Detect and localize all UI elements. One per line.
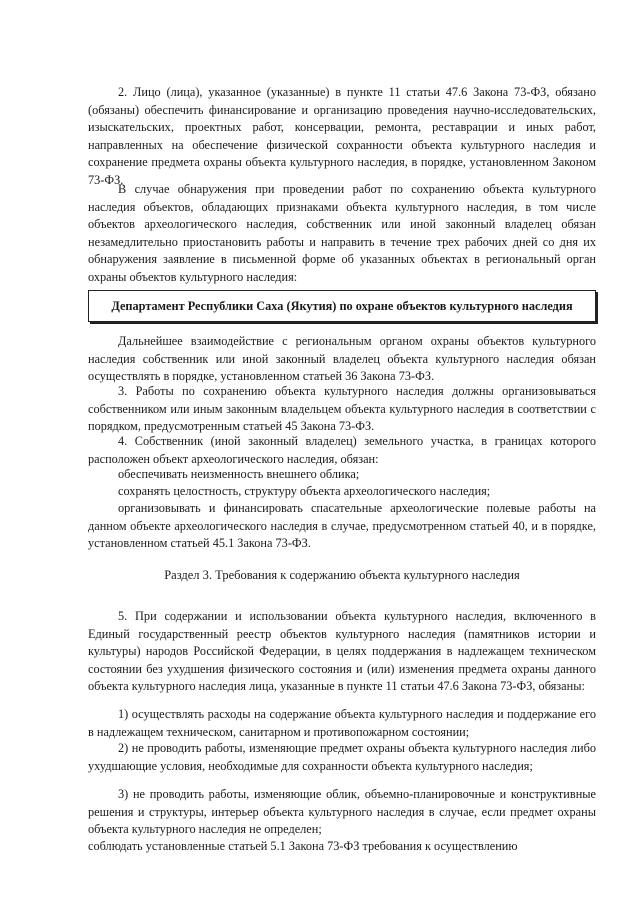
- authority-name: Департамент Республики Саха (Якутия) по охране объектов культурного наследия: [111, 298, 573, 313]
- paragraph-item-5: 5. При содержании и использовании объекта культурного наследия, включенного в Единый государственный реестр объектов культурного наследия (памятников истории и культуры) народов Российской Федерации, в целях поддержания в надлежащем техническом состоянии без ухудшения физического состояния и (или) изменения предмета охраны данного объекта культурного наследия лица, указанные в пункте 11 статьи 47.6 Закона 73-ФЗ, обязаны:: [88, 609, 596, 693]
- paragraph-obligation-rescue-works: организовывать и финансировать спасательные археологические полевые работы на данном объекте археологического наследия в случае, предусмотренном статьей 40, и в порядке, установленном статьей 45.1 Закона 73-ФЗ.: [88, 501, 596, 550]
- paragraph-interaction: Дальнейшее взаимодействие с региональным органом охраны объектов культурного наследия собственник или иной законный владелец объекта культурного наследия обязан осуществлять в порядке, установленном статьей 36 Закона 73-ФЗ.: [88, 334, 596, 383]
- paragraph-obligation-appearance: обеспечивать неизменность внешнего облика;: [118, 467, 360, 481]
- paragraph-item-3: 3. Работы по сохранению объекта культурного наследия должны организовываться собственником или иным законным владельцем объекта культурного наследия в соответствии с порядком, предусмотренным статьей 45 Закона 73-ФЗ.: [88, 384, 596, 433]
- authority-box: [88, 290, 596, 322]
- paragraph-obligation-integrity: сохранять целостность, структуру объекта археологического наследия;: [118, 484, 491, 498]
- paragraph-requirements: соблюдать установленные статьей 5.1 Закона 73-ФЗ требования к осуществлению: [88, 839, 518, 853]
- paragraph-subitem-1: 1) осуществлять расходы на содержание объекта культурного наследия и поддержание его в надлежащем техническом, санитарном и противопожарном состоянии;: [88, 707, 596, 739]
- paragraph-item-4: 4. Собственник (иной законный владелец) земельного участка, в границах которого расположен объект археологического наследия, обязан:: [88, 434, 596, 466]
- paragraph-item-2: 2. Лицо (лица), указанное (указанные) в пункте 11 статьи 47.6 Закона 73-ФЗ, обязано (обязаны) обеспечить финансирование и организацию проведения научно-исследовательских, изыскательских, проектных работ, консервации, ремонта, реставрации и иных работ, направленных на обеспечение физической сохранности объекта культурного наследия и сохранение предмета охраны объекта культурного наследия, в порядке, установленном Законом 73-ФЗ.: [88, 85, 596, 187]
- paragraph-discovery-notice: В случае обнаружения при проведении работ по сохранению объекта культурного наследия объектов, обладающих признаками объекта культурного наследия, в том числе объектов археологического наследия, собственник или иной законный владелец обязан незамедлительно приостановить работы и направить в течение трех рабочих дней со дня их обнаружения заявление в письменной форме об указанных объектах в региональный орган охраны объектов культурного наследия:: [88, 182, 596, 284]
- paragraph-subitem-2: 2) не проводить работы, изменяющие предмет охраны объекта культурного наследия либо ухудшающие условия, необходимые для сохранности объекта культурного наследия;: [88, 741, 596, 773]
- paragraph-subitem-3: 3) не проводить работы, изменяющие облик, объемно-планировочные и конструктивные решения и структуры, интерьер объекта культурного наследия в случае, если предмет охраны объекта культурного наследия не определен;: [88, 787, 596, 836]
- section-heading: Раздел 3. Требования к содержанию объекта культурного наследия: [164, 568, 520, 582]
